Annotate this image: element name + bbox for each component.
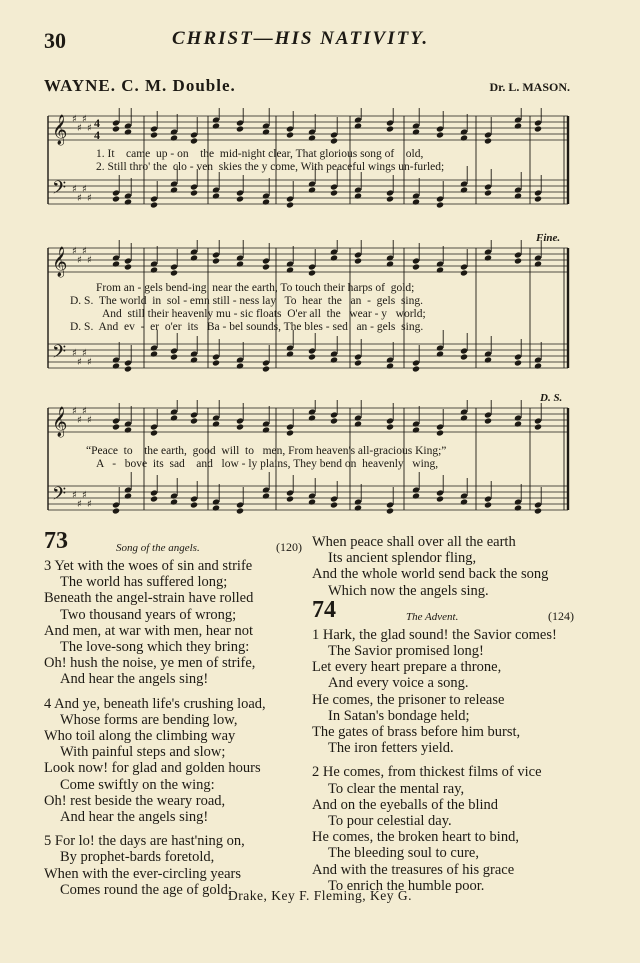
note-head xyxy=(262,198,270,205)
verse-line: Whose forms are bending low, xyxy=(60,711,238,728)
note-head xyxy=(286,131,294,138)
hymn-73-continued xyxy=(312,534,574,894)
verse-line: 2 He comes, from thickest films of vice xyxy=(312,764,542,781)
note-head xyxy=(412,492,420,499)
note-head xyxy=(460,414,468,421)
note-head xyxy=(170,134,178,141)
note-head xyxy=(460,498,468,505)
note-head xyxy=(112,260,120,267)
note-head xyxy=(286,201,294,208)
hymn-number: 74 xyxy=(312,596,336,623)
note-head xyxy=(150,350,158,357)
key-sharp: ♯ xyxy=(87,415,92,426)
note-head xyxy=(236,507,244,514)
verse-line: When peace shall over all the earth xyxy=(312,534,516,550)
verse-line: 5 For lo! the days are hast'ning on, xyxy=(44,833,245,850)
note-head xyxy=(236,195,244,202)
note-head xyxy=(308,414,316,421)
note-head xyxy=(514,420,522,427)
key-sharp: ♯ xyxy=(77,123,82,134)
verse-line: And the whole world send back the song xyxy=(312,566,549,583)
note-head xyxy=(170,353,178,360)
hymn-73 xyxy=(44,528,302,898)
key-sharp: ♯ xyxy=(72,406,77,417)
hymn-73-heading xyxy=(44,528,302,558)
note-head xyxy=(484,137,492,144)
hymn-subtitle: Song of the angels. xyxy=(116,542,200,554)
note-head xyxy=(460,269,468,276)
verse-line: Two thousand years of wrong; xyxy=(60,606,237,623)
note-head xyxy=(330,356,338,363)
verse-line: Comes round the age of gold; xyxy=(60,881,232,898)
hymn-reference: (124) xyxy=(548,608,574,623)
note-head xyxy=(436,131,444,138)
note-head xyxy=(354,257,362,264)
note-head xyxy=(484,501,492,508)
verse-line: Look now! for glad and golden hours xyxy=(44,760,261,777)
note-head xyxy=(170,414,178,421)
key-sharp: ♯ xyxy=(82,490,87,501)
note-head xyxy=(308,269,316,276)
key-sharp: ♯ xyxy=(87,255,92,266)
tune-references-footer: Drake, Key F. Fleming, Key G. xyxy=(227,888,412,903)
note-head xyxy=(212,257,220,264)
note-head xyxy=(190,189,198,196)
note-head xyxy=(330,137,338,144)
note-head xyxy=(386,260,394,267)
note-head xyxy=(236,260,244,267)
note-head xyxy=(150,266,158,273)
note-head xyxy=(484,356,492,363)
note-head xyxy=(460,353,468,360)
key-sharp: ♯ xyxy=(72,184,77,195)
note-head xyxy=(514,359,522,366)
stanza-gap xyxy=(44,688,302,696)
verse-line: The bleeding soul to cure, xyxy=(328,845,479,862)
note-head xyxy=(212,122,220,129)
note-head xyxy=(262,492,270,499)
note-head xyxy=(170,186,178,193)
verse-line: Beneath the angel-strain have rolled xyxy=(44,590,254,607)
key-sharp: ♯ xyxy=(77,193,82,204)
hymn-74-heading xyxy=(312,596,574,627)
note-head xyxy=(212,192,220,199)
treble-clef: 𝄞 xyxy=(52,247,68,277)
key-sharp: ♯ xyxy=(87,357,92,368)
note-head xyxy=(514,122,522,129)
hymn-subtitle: The Advent. xyxy=(406,610,459,623)
bass-clef: 𝄢 xyxy=(52,342,67,367)
note-head xyxy=(534,423,542,430)
fine-marker: Fine. xyxy=(536,232,561,244)
note-head xyxy=(534,195,542,202)
composer: Dr. L. MASON. xyxy=(489,80,570,94)
note-head xyxy=(124,198,132,205)
hymn-reference: (120) xyxy=(276,540,302,554)
running-title: CHRIST—HIS NATIVITY. xyxy=(172,28,430,49)
note-head xyxy=(190,254,198,261)
verse-line: And on the eyeballs of the blind xyxy=(312,796,499,813)
page-number: 30 xyxy=(44,28,66,53)
note-head xyxy=(484,417,492,424)
note-head xyxy=(484,189,492,196)
note-head xyxy=(262,365,270,372)
note-head xyxy=(534,125,542,132)
note-head xyxy=(124,365,132,372)
note-head xyxy=(386,362,394,369)
key-sharp: ♯ xyxy=(82,114,87,125)
note-head xyxy=(124,426,132,433)
note-head xyxy=(112,362,120,369)
verse-line: The world has suffered long; xyxy=(60,574,228,591)
note-head xyxy=(170,498,178,505)
verse-line: The iron fetters yield. xyxy=(328,740,454,757)
note-head xyxy=(190,417,198,424)
note-head xyxy=(286,350,294,357)
verse-line: Oh! rest beside the weary road, xyxy=(44,792,226,809)
note-head xyxy=(354,359,362,366)
verse-line: Its ancient splendor fling, xyxy=(328,550,477,567)
note-head xyxy=(308,186,316,193)
note-head xyxy=(212,504,220,511)
key-sharp: ♯ xyxy=(77,415,82,426)
note-head xyxy=(354,192,362,199)
verse-line: The Savior promised long! xyxy=(328,643,484,660)
verse-line: 3 Yet with the woes of sin and strife xyxy=(44,558,253,574)
verse-line: Oh! hush the noise, ye men of strife, xyxy=(44,655,256,672)
note-head xyxy=(330,189,338,196)
note-head xyxy=(386,195,394,202)
note-head xyxy=(124,263,132,270)
note-head xyxy=(412,365,420,372)
key-sharp: ♯ xyxy=(72,246,77,257)
hymn-74-verses xyxy=(312,627,574,894)
note-head xyxy=(534,507,542,514)
verse-line: To pour celestial day. xyxy=(328,813,452,830)
key-sharp: ♯ xyxy=(77,357,82,368)
note-head xyxy=(112,195,120,202)
note-head xyxy=(190,501,198,508)
ds-marker: D. S. xyxy=(540,392,563,404)
verse-line: He comes, the broken heart to bind, xyxy=(312,829,519,846)
lyric-line: From an - gels bend-ing near the earth, To touch their harps of gold; xyxy=(96,282,415,294)
lyric-line: D. S. The world in sol - emn still - ness lay To hear the an - gels sing. xyxy=(70,295,423,307)
note-head xyxy=(308,498,316,505)
note-head xyxy=(170,269,178,276)
verse-line: When with the ever-circling years xyxy=(44,865,241,882)
lyric-line: D. S. And ev - er o'er its Ba - bel sounds, The bles - sed an - gels sing. xyxy=(70,321,424,333)
key-sharp: ♯ xyxy=(87,193,92,204)
note-head xyxy=(212,359,220,366)
note-head xyxy=(236,362,244,369)
treble-clef: 𝄞 xyxy=(52,115,68,145)
note-head xyxy=(330,501,338,508)
bass-clef: 𝄢 xyxy=(52,484,67,509)
stanza-gap xyxy=(312,756,574,764)
note-head xyxy=(412,263,420,270)
note-head xyxy=(190,356,198,363)
note-head xyxy=(412,198,420,205)
note-head xyxy=(436,266,444,273)
key-sharp: ♯ xyxy=(82,246,87,257)
verse-line: In Satan's bondage held; xyxy=(328,707,470,724)
verse-line: And with the treasures of his grace xyxy=(312,861,515,878)
note-head xyxy=(436,201,444,208)
note-head xyxy=(236,423,244,430)
note-head xyxy=(412,128,420,135)
stanza-gap xyxy=(44,825,302,833)
key-sharp: ♯ xyxy=(72,490,77,501)
note-head xyxy=(262,263,270,270)
verse-line: And men, at war with men, hear not xyxy=(44,622,253,639)
key-sharp: ♯ xyxy=(77,499,82,510)
verse-line: Which now the angels sing. xyxy=(328,582,489,599)
note-head xyxy=(308,134,316,141)
note-head xyxy=(330,254,338,261)
note-head xyxy=(308,353,316,360)
verse-line: He comes, the prisoner to release xyxy=(312,691,505,708)
verse-line: To enrich the humble poor. xyxy=(328,877,485,894)
note-head xyxy=(436,429,444,436)
key-sharp: ♯ xyxy=(87,123,92,134)
verse-line: And hear the angels sing! xyxy=(60,809,209,826)
verse-line: 1 Hark, the glad sound! the Savior comes! xyxy=(312,626,557,643)
note-head xyxy=(354,122,362,129)
note-head xyxy=(534,260,542,267)
note-head xyxy=(354,504,362,511)
note-head xyxy=(236,125,244,132)
note-head xyxy=(112,507,120,514)
verse-line: Let every heart prepare a throne, xyxy=(312,659,502,676)
note-head xyxy=(436,350,444,357)
hymn-73-verse-continuation xyxy=(312,534,574,599)
lyric-line: And still their heavenly mu - sic floats O'er all the wear - y world; xyxy=(102,308,426,320)
hymn-73-verses xyxy=(44,558,302,898)
verse-line: Come swiftly on the wing: xyxy=(60,776,215,793)
key-sharp: ♯ xyxy=(72,114,77,125)
key-sharp: ♯ xyxy=(72,348,77,359)
note-head xyxy=(330,417,338,424)
verse-line: To clear the mental ray, xyxy=(328,780,465,797)
note-head xyxy=(150,201,158,208)
lyric-line: 2. Still thro' the clo - ven skies the y come, With peaceful wings un-furled; xyxy=(96,161,445,173)
treble-clef: 𝄞 xyxy=(52,407,68,437)
hymn-number: 73 xyxy=(44,528,68,554)
note-head xyxy=(212,420,220,427)
key-sharp: ♯ xyxy=(82,406,87,417)
note-head xyxy=(412,426,420,433)
key-sharp: ♯ xyxy=(87,499,92,510)
note-head xyxy=(286,429,294,436)
note-head xyxy=(124,492,132,499)
verse-line: And every voice a song. xyxy=(328,675,469,692)
verse-line: Who toil along the climbing way xyxy=(44,728,236,745)
key-sharp: ♯ xyxy=(77,255,82,266)
note-head xyxy=(112,423,120,430)
note-head xyxy=(514,192,522,199)
note-head xyxy=(262,426,270,433)
verse-line: The gates of brass before him burst, xyxy=(312,724,521,741)
note-head xyxy=(484,254,492,261)
note-head xyxy=(354,420,362,427)
lyric-line: 1. It came up - on the mid-night clear, That glorious song of old, xyxy=(96,148,424,160)
note-head xyxy=(262,128,270,135)
note-head xyxy=(436,495,444,502)
time-signature: 4 xyxy=(94,128,100,142)
note-head xyxy=(514,257,522,264)
note-head xyxy=(386,423,394,430)
note-head xyxy=(460,134,468,141)
verse-line: 4 And ye, beneath life's crushing load, xyxy=(44,695,266,712)
verse-line: And hear the angels sing! xyxy=(60,671,209,688)
note-head xyxy=(286,495,294,502)
verse-line: The love-song which they bring: xyxy=(60,639,250,656)
time-signature: 4 xyxy=(94,116,100,130)
note-head xyxy=(112,125,120,132)
bass-clef: 𝄢 xyxy=(52,178,67,203)
note-head xyxy=(286,266,294,273)
note-head xyxy=(124,128,132,135)
note-head xyxy=(386,507,394,514)
note-head xyxy=(150,495,158,502)
note-head xyxy=(534,362,542,369)
key-sharp: ♯ xyxy=(82,184,87,195)
lyric-line: “Peace to the earth, good will to men, From heaven's all-gracious King;” xyxy=(86,445,447,457)
note-head xyxy=(386,125,394,132)
key-sharp: ♯ xyxy=(82,348,87,359)
verse-line: By prophet-bards foretold, xyxy=(60,849,215,866)
note-head xyxy=(514,504,522,511)
tune-name: WAYNE. C. M. Double. xyxy=(44,76,236,95)
note-head xyxy=(460,186,468,193)
note-head xyxy=(150,131,158,138)
note-head xyxy=(150,429,158,436)
lyric-line: A - bove its sad and low - ly plains, They bend on heavenly wing, xyxy=(96,458,439,470)
note-head xyxy=(190,137,198,144)
verse-line: With painful steps and slow; xyxy=(60,744,226,761)
